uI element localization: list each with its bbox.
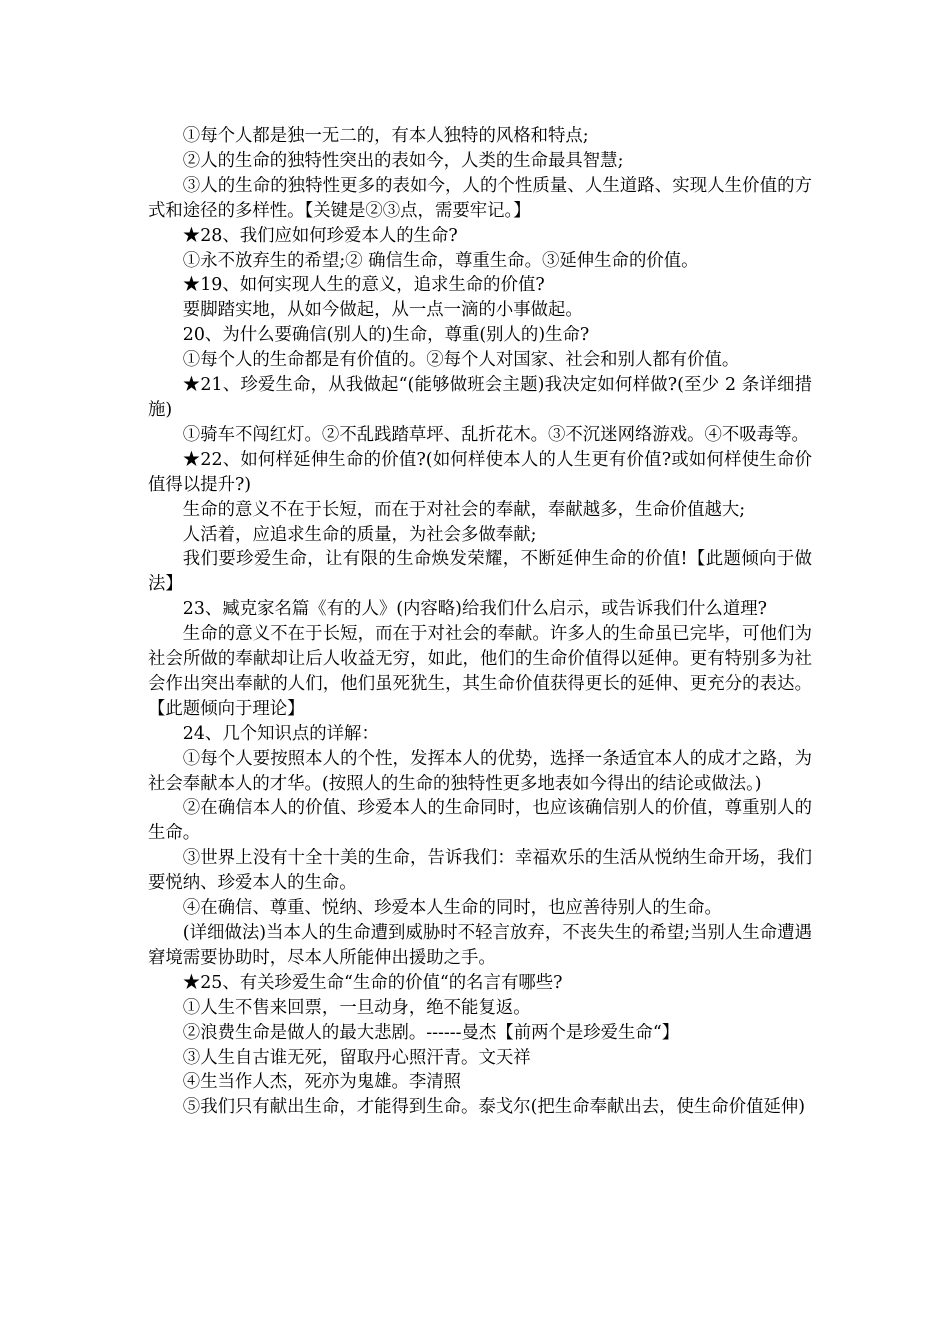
paragraph: 生命的意义不在于长短，而在于对社会的奉献，奉献越多，生命价值越大; — [182, 499, 746, 520]
question-heading: ★21、珍爱生命，从我做起“(能够做班会主题)我决定如何样做?(至少 2 条详细措施) — [148, 375, 812, 420]
quote-item: ④生当作人杰，死亦为鬼雄。李清照 — [182, 1072, 462, 1093]
paragraph: ②在确信本人的价值、珍爱本人的生命同时，也应该确信别人的价值，尊重别人的生命。 — [148, 798, 812, 844]
question-heading: ★22、如何样延伸生命的价值?(如何样使本人的人生更有价值?或如何样使生命价值得以提升?) — [148, 449, 812, 495]
paragraph: ③世界上没有十全十美的生命，告诉我们：幸福欢乐的生活从悦纳生命开场，我们要悦纳、珍爱本人的生命。 — [148, 848, 812, 894]
paragraph: 人活着，应追求生命的质量，为社会多做奉献; — [182, 524, 537, 545]
paragraph: ①骑车不闯红灯。②不乱践踏草坪、乱折花木。③不沉迷网络游戏。④不吸毒等。 — [182, 424, 809, 445]
document-page — [148, 124, 812, 1120]
paragraph: (详细做法)当本人的生命遭到威胁时不轻言放弃，不丧失生的希望;当别人生命遭遇窘境需要协助时，尽本人所能伸出援助之手。 — [148, 923, 812, 968]
paragraph: ①永不放弃生的希望;② 确信生命，尊重生命。③延伸生命的价值。 — [182, 250, 699, 271]
quote-item: ②浪费生命是做人的最大悲剧。------曼杰【前两个是珍爱生命“】 — [182, 1022, 680, 1043]
quote-item: ①人生不售来回票，一旦动身，绝不能复返。 — [182, 997, 531, 1018]
question-heading: ★28、我们应如何珍爱本人的生命? — [182, 225, 458, 246]
paragraph: 我们要珍爱生命，让有限的生命焕发荣耀，不断延伸生命的价值!【此题倾向于做法】 — [148, 549, 812, 595]
paragraph: ①每个人要按照本人的个性，发挥本人的优势，选择一条适宜本人的成才之路，为社会奉献本人的才华。(按照人的生命的独特性更多地表如今得出的结论或做法。) — [148, 748, 812, 794]
question-heading: 23、臧克家名篇《有的人》(内容略)给我们什么启示，或告诉我们什么道理? — [182, 599, 767, 620]
paragraph: 生命的意义不在于长短，而在于对社会的奉献。许多人的生命虽已完毕，可他们为社会所做的奉献却让后人收益无穷，如此，他们的生命价值得以延伸。更有特别多为社会作出突出奉献的人们，他们虽死犹生，其生命价值获得更长的延伸、更充分的表达。【此题倾向于理论】 — [148, 624, 812, 719]
paragraph: ④在确信、尊重、悦纳、珍爱本人生命的同时，也应善待别人的生命。 — [182, 898, 722, 919]
quote-item: ⑤我们只有献出生命，才能得到生命。泰戈尔(把生命奉献出去，使生命价值延伸) — [182, 1097, 806, 1118]
question-heading: ★19、如何实现人生的意义，追求生命的价值? — [182, 275, 545, 296]
quote-item: ③人生自古谁无死，留取丹心照汗青。文天祥 — [182, 1047, 531, 1068]
paragraph: ③人的生命的独特性更多的表如今，人的个性质量、人生道路、实现人生价值的方式和途径的多样性。【关键是②③点，需要牢记。】 — [148, 175, 812, 221]
paragraph: 要脚踏实地，从如今做起，从一点一滴的小事做起。 — [182, 300, 583, 321]
question-heading: 20、为什么要确信(别人的)生命，尊重(别人的)生命? — [182, 325, 590, 346]
paragraph: ②人的生命的独特性突出的表如今，人类的生命最具智慧; — [182, 150, 624, 171]
question-heading: 24、几个知识点的详解： — [182, 723, 379, 744]
question-heading: ★25、有关珍爱生命“生命的价值“的名言有哪些? — [182, 972, 563, 993]
paragraph: ①每个人的生命都是有价值的。②每个人对国家、社会和别人都有价值。 — [182, 350, 740, 371]
paragraph: ①每个人都是独一无二的，有本人独特的风格和特点; — [182, 126, 589, 146]
